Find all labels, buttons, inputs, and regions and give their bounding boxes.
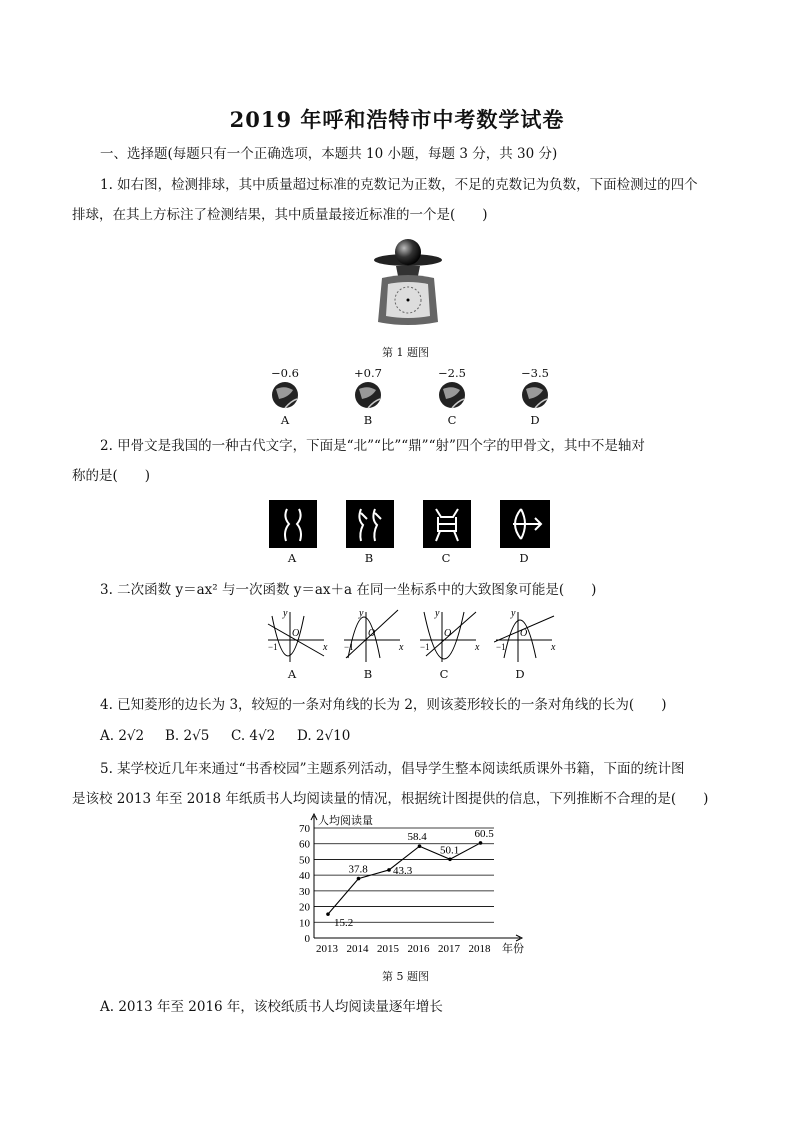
- y-tick-70: 70: [299, 823, 310, 835]
- y-tick-20: 20: [299, 901, 310, 914]
- graph-a: [266, 606, 330, 664]
- x-axis-label: 年份: [502, 943, 524, 955]
- question-4-text: 4. 已知菱形的边长为 3，较短的一条对角线的长为 2，则该菱形较长的一条对角线的长为( ): [100, 697, 667, 713]
- x-tick-2016: 2016: [407, 943, 430, 955]
- graph-c: [418, 606, 482, 664]
- svg-text:x: x: [551, 642, 556, 653]
- svg-text:O: O: [444, 628, 452, 639]
- ball-c-label: C: [447, 413, 457, 427]
- oracle-bone-she-image: [500, 500, 550, 548]
- svg-text:O: O: [520, 628, 528, 639]
- svg-text:−1: −1: [268, 642, 278, 652]
- x-tick-2018: 2018: [468, 943, 491, 955]
- svg-text:−1: −1: [420, 642, 430, 652]
- x-tick-2017: 2017: [438, 943, 460, 955]
- question-5-line-1: 5. 某学校近几年来通过“书香校园”主题系列活动，倡导学生整本阅读纸质课外书籍，下面的统计图: [100, 761, 685, 777]
- ball-d-value: −3.5: [521, 366, 549, 380]
- volleyball-d-icon: [521, 381, 549, 409]
- question-2-line-2: 称的是( ): [72, 468, 151, 484]
- volleyball-a-icon: [271, 381, 299, 409]
- y-tick-10: 10: [299, 917, 310, 930]
- q4-option-a: A. 2√2: [100, 728, 145, 744]
- reading-chart: [280, 812, 550, 962]
- data-point-2013: [326, 912, 330, 916]
- svg-text:x: x: [475, 642, 480, 653]
- oracle-bone-bei-image: [269, 500, 317, 548]
- option-d-label: D: [519, 551, 529, 565]
- graph-c-label: C: [439, 667, 449, 681]
- y-tick-60: 60: [299, 838, 310, 851]
- y-tick-0: 0: [304, 933, 310, 945]
- data-label-2015: 43.3: [393, 864, 413, 877]
- q5-option-a: A. 2013 年至 2016 年，该校纸质书人均阅读量逐年增长: [100, 999, 443, 1015]
- question-3-text: 3. 二次函数 y＝ax² 与一次函数 y＝ax＋a 在同一坐标系中的大致图象可能是( ): [100, 582, 597, 598]
- graph-b-label: B: [363, 667, 373, 681]
- data-label-2014: 37.8: [348, 863, 368, 876]
- data-point-2018: [479, 841, 483, 845]
- svg-text:y: y: [511, 608, 516, 619]
- volleyball-c-icon: [438, 381, 466, 409]
- svg-text:O: O: [368, 628, 376, 639]
- figure-1-caption: 第 1 题图: [382, 346, 429, 359]
- y-tick-30: 30: [299, 885, 310, 898]
- option-b-label: B: [364, 551, 374, 565]
- data-label-2017: 50.1: [440, 844, 460, 857]
- ball-c-value: −2.5: [438, 366, 466, 380]
- y-axis-label: 人均阅读量: [318, 815, 373, 827]
- x-tick-2015: 2015: [377, 943, 399, 955]
- q4-option-d: D. 2√10: [297, 728, 351, 744]
- question-2-line-1: 2. 甲骨文是我国的一种古代文字，下面是“北”“比”“鼎”“射”四个字的甲骨文，其中不是轴对: [100, 438, 645, 454]
- x-tick-2013: 2013: [316, 943, 338, 955]
- svg-text:x: x: [399, 642, 404, 653]
- q4-option-b: B. 2√5: [165, 728, 210, 744]
- section-heading: 一、选择题(每题只有一个正确选项，本题共 10 小题，每题 3 分，共 30 分): [100, 146, 558, 162]
- svg-text:x: x: [323, 642, 328, 653]
- option-c-label: C: [441, 551, 451, 565]
- volleyball-b-icon: [354, 381, 382, 409]
- ball-a-label: A: [280, 413, 290, 427]
- x-tick-2014: 2014: [346, 943, 369, 955]
- y-tick-50: 50: [299, 854, 310, 867]
- page-title: 2019 年呼和浩特市中考数学试卷: [229, 107, 565, 132]
- scale-with-ball-image: [372, 236, 444, 331]
- question-1-line-1: 1. 如右图，检测排球，其中质量超过标准的克数记为正数，不足的克数记为负数，下面检测过的四个: [100, 177, 698, 193]
- svg-text:y: y: [283, 608, 288, 619]
- option-a-label: A: [287, 551, 297, 565]
- svg-text:−1: −1: [496, 642, 506, 652]
- svg-text:−1: −1: [344, 642, 354, 652]
- data-label-2016: 58.4: [407, 831, 427, 844]
- graph-d: [494, 606, 558, 664]
- data-point-2016: [418, 844, 422, 848]
- data-point-2015: [387, 868, 391, 872]
- data-label-2018: 60.5: [474, 827, 494, 840]
- y-tick-40: 40: [299, 870, 310, 883]
- graph-a-label: A: [287, 667, 297, 681]
- question-5-line-2: 是该校 2013 年至 2018 年纸质书人均阅读量的情况，根据统计图提供的信息，下列推断不合理的是( ): [72, 791, 709, 807]
- ball-d-label: D: [530, 413, 540, 427]
- data-point-2017: [448, 857, 452, 861]
- data-point-2014: [357, 877, 361, 881]
- graph-b: [342, 606, 406, 664]
- oracle-bone-bi-image: [346, 500, 394, 548]
- graph-d-label: D: [515, 667, 525, 681]
- ball-a-value: −0.6: [271, 366, 299, 380]
- question-1-line-2: 排球，在其上方标注了检测结果，其中质量最接近标准的一个是( ): [72, 207, 488, 223]
- figure-5-caption: 第 5 题图: [382, 970, 429, 983]
- data-label-2013: 15.2: [334, 917, 354, 930]
- svg-text:y: y: [435, 608, 440, 619]
- oracle-bone-ding-image: [423, 500, 471, 548]
- svg-text:O: O: [292, 628, 300, 639]
- ball-b-label: B: [363, 413, 373, 427]
- svg-text:y: y: [359, 608, 364, 619]
- ball-b-value: +0.7: [354, 366, 382, 380]
- q4-option-c: C. 4√2: [231, 728, 276, 744]
